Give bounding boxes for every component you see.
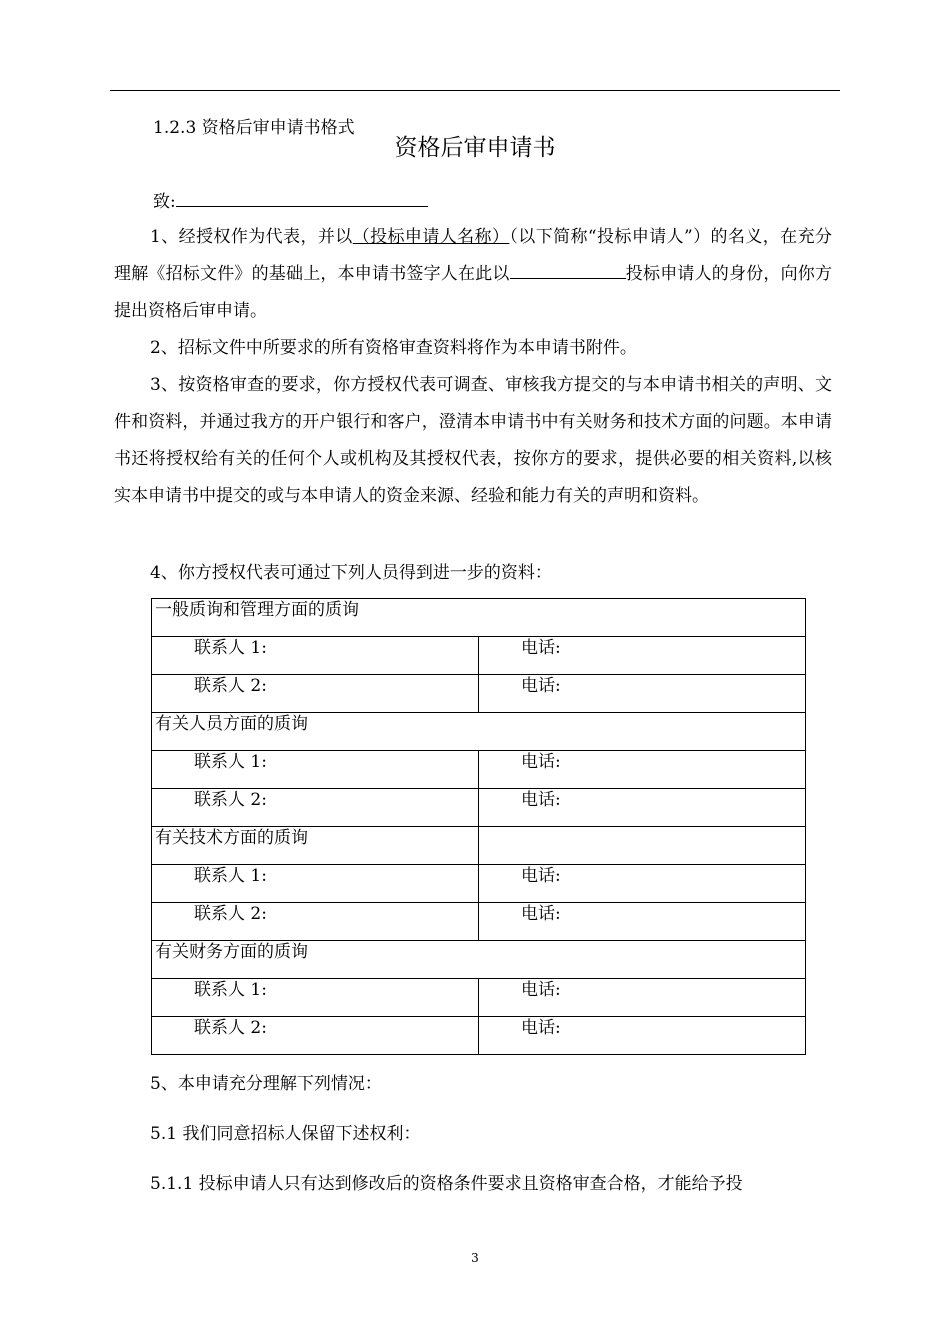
paragraph-5-1: 5.1 我们同意招标人保留下述权利： [150,1124,421,1144]
paragraph-4: 4、你方授权代表可通过下列人员得到进一步的资料： [150,563,552,583]
section-general: 一般质询和管理方面的质询 [152,599,806,637]
phone-label: 电话: [479,979,806,1017]
document-title: 资格后审申请书 [394,135,556,161]
p1-text-c: 投标申请人的身份，向你方提出资格后审申请。 [114,264,833,321]
section-heading: 1.2.3 资格后审申请书格式 [153,118,355,138]
table-row [152,865,806,903]
contact-table [151,598,806,1055]
paragraph-1 [114,219,832,330]
contact-1-label: 联系人 1: [152,979,479,1017]
section-personnel: 有关人员方面的质询 [152,713,806,751]
applicant-name-field: （投标申请人名称） [352,227,510,247]
addressee-blank [176,190,428,207]
signatory-blank [510,262,626,279]
section-technical: 有关技术方面的质询 [152,827,479,865]
paragraph-5-1-1: 5.1.1 投标申请人只有达到修改后的资格条件要求且资格审查合格，才能给予投 [150,1174,743,1194]
p1-text-b: （以下简称“投标申请人”）的名义，在充分理解《招标文件》的基础上，本申请书签字人在此以 [114,227,832,284]
contact-2-label: 联系人 2: [152,789,479,827]
phone-label: 电话: [479,1017,806,1055]
phone-label: 电话: [479,865,806,903]
section-financial: 有关财务方面的质询 [152,941,806,979]
table-section-row [152,599,806,637]
paragraph-3: 3、按资格审查的要求，你方授权代表可调查、审核我方提交的与本申请书相关的声明、文件和资料，并通过我方的开户银行和客户，澄清本申请书中有关财务和技术方面的问题。本申请书还将授权给有关的任何个人或机构及其授权代表，按你方的要求，提供必要的相关资料,以核实本申请书中提交的或与本申请人的资金来源、经验和能力有关的声明和资料。 [114,375,832,506]
paragraph-5: 5、本申请充分理解下列情况： [150,1074,382,1094]
contact-2-label: 联系人 2: [152,1017,479,1055]
paragraph-2: 2、招标文件中所要求的所有资格审查资料将作为本申请书附件。 [150,338,637,358]
table-row [152,637,806,675]
contact-2-label: 联系人 2: [152,903,479,941]
page-number: 3 [471,1251,479,1265]
table-row [152,789,806,827]
table-section-row [152,941,806,979]
addressee-label: 致: [153,192,176,212]
table-row [152,979,806,1017]
contact-2-label: 联系人 2: [152,675,479,713]
header-rule [110,90,840,91]
addressee-line [153,190,428,212]
table-row [152,751,806,789]
table-section-row [152,713,806,751]
phone-label: 电话: [479,903,806,941]
phone-label: 电话: [479,675,806,713]
table-row [152,1017,806,1055]
phone-label: 电话: [479,789,806,827]
contact-1-label: 联系人 1: [152,751,479,789]
contact-1-label: 联系人 1: [152,865,479,903]
table-section-row [152,827,806,865]
phone-label: 电话: [479,637,806,675]
empty-cell [479,827,806,865]
table-row [152,675,806,713]
table-row [152,903,806,941]
phone-label: 电话: [479,751,806,789]
p1-text-a: 1、经授权作为代表，并以 [150,227,353,247]
contact-1-label: 联系人 1: [152,637,479,675]
